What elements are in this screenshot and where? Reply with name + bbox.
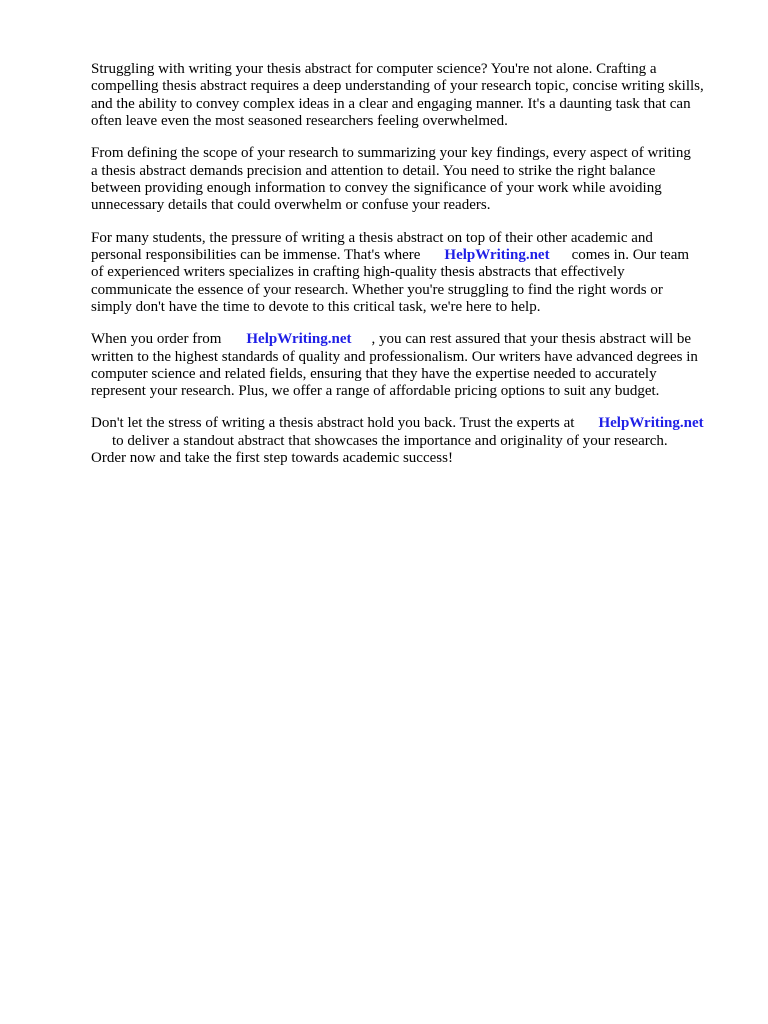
text-line: a thesis abstract demands precision and attention to detail. You need to strike the right balance — [91, 162, 656, 179]
helpwriting-link[interactable]: HelpWriting.net — [598, 415, 704, 432]
text-line: computer science and related fields, ensuring that they have the expertise needed to accurately — [91, 365, 657, 382]
text-line: represent your research. Plus, we offer a range of affordable pricing options to suit any budget. — [91, 383, 660, 400]
text-line: For many students, the pressure of writing a thesis abstract on top of their other academic and — [91, 229, 653, 246]
text-line: unnecessary details that could overwhelm or confuse your readers. — [91, 197, 491, 214]
helpwriting-link[interactable]: HelpWriting.net — [444, 246, 550, 263]
helpwriting-link[interactable]: HelpWriting.net — [246, 331, 352, 348]
paragraph-3 — [91, 230, 704, 317]
text-segment: Don't let the stress of writing a thesis abstract hold you back. Trust the experts at — [91, 415, 575, 432]
text-line: to deliver a standout abstract that showcases the importance and originality of your research. — [112, 432, 668, 449]
text-line-with-link — [91, 415, 704, 432]
paragraph-1 — [91, 61, 704, 131]
text-line: often leave even the most seasoned researchers feeling overwhelmed. — [91, 113, 508, 130]
text-line: From defining the scope of your research to summarizing your key findings, every aspect of writing — [91, 145, 691, 162]
text-line: of experienced writers specializes in crafting high-quality thesis abstracts that effectively — [91, 264, 625, 281]
paragraph-5 — [91, 415, 704, 467]
text-line: Struggling with writing your thesis abstract for computer science? You're not alone. Crafting a — [91, 61, 657, 77]
text-line: compelling thesis abstract requires a deep understanding of your research topic, concise writing skills, — [91, 78, 704, 95]
text-line: simply don't have the time to devote to this critical task, we're here to help. — [91, 299, 541, 316]
text-segment: personal responsibilities can be immense. That's where — [91, 246, 421, 263]
text-line: between providing enough information to convey the significance of your work while avoiding — [91, 180, 662, 197]
document-body — [91, 61, 704, 482]
text-segment: comes in. Our team — [571, 246, 690, 263]
text-line: written to the highest standards of quality and professionalism. Our writers have advanced degrees in — [91, 348, 698, 365]
text-line: communicate the essence of your research. Whether you're struggling to find the right words or — [91, 281, 663, 298]
text-line-with-link — [91, 331, 704, 348]
text-line: and the ability to convey complex ideas in a clear and engaging manner. It's a daunting task that can — [91, 95, 691, 112]
paragraph-2 — [91, 145, 704, 215]
text-line: Order now and take the first step towards academic success! — [91, 450, 453, 467]
paragraph-4 — [91, 331, 704, 401]
text-segment: , you can rest assured that your thesis abstract will be — [371, 331, 692, 348]
text-line-with-link — [91, 247, 704, 264]
text-segment: When you order from — [91, 331, 222, 348]
